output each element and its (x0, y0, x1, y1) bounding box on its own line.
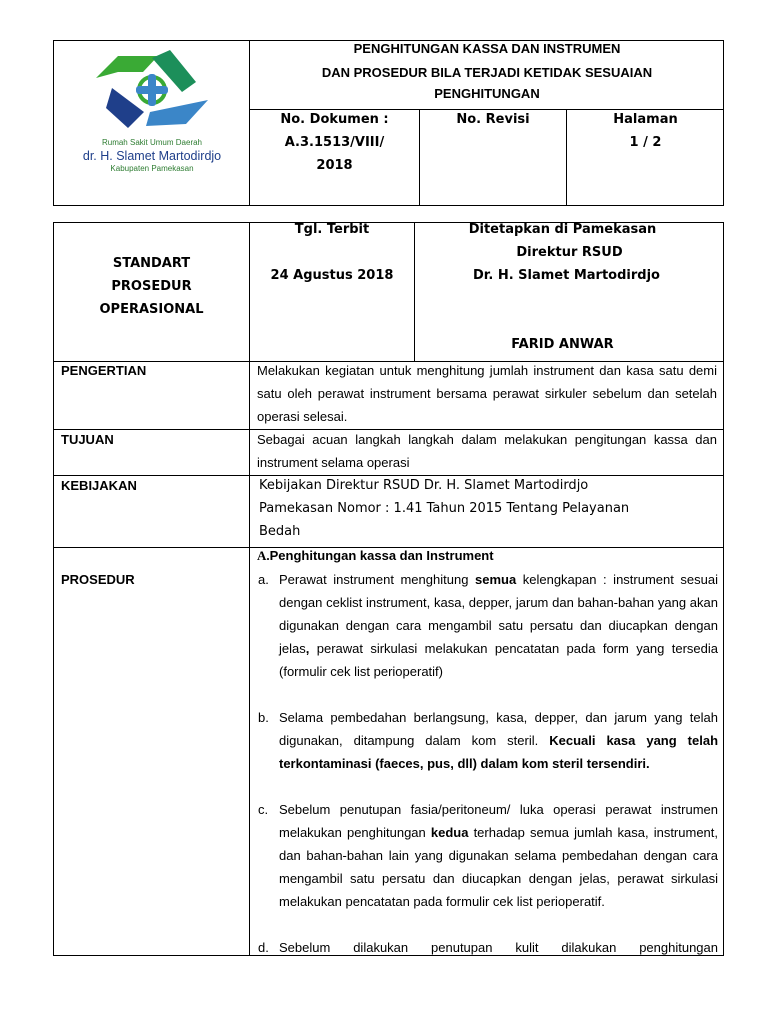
doc-number-value-2: 2018 (316, 158, 353, 173)
doc-number-value-1: A.3.1513/VIII/ (284, 135, 385, 150)
tujuan-text: Sebagai acuan langkah langkah dalam melakukan pengitungan kassa dan instrument selama operasi (257, 432, 717, 470)
page-value: 1 / 2 (629, 135, 662, 150)
tujuan-label: TUJUAN (61, 432, 114, 447)
item-b-text (279, 706, 718, 775)
page-label: Halaman (613, 112, 678, 127)
title-line-2: DAN PROSEDUR BILA TERJADI KETIDAK SESUAIAN (321, 65, 653, 80)
item-a-text-2: kelengkapan : instrument sesuai dengan ceklist instrument, kasa, depper, jarum dan bahan-bahan yang akan digunakan dengan cara mengambil satu persatu dan diucapkan dengan jelas (279, 572, 719, 656)
sop-label (54, 252, 249, 321)
hospital-logo (88, 46, 216, 134)
approval-place: Ditetapkan di Pamekasan (468, 222, 657, 237)
signatory-name: FARID ANWAR (511, 337, 614, 352)
item-a-label: a. (258, 572, 269, 587)
kebijakan-line-1: Kebijakan Direktur RSUD Dr. H. Slamet Martodirdjo (259, 478, 589, 493)
item-d-text: Sebelum dilakukan penutupan kulit dilakukan penghitungan (279, 940, 718, 955)
prosedur-label: PROSEDUR (61, 572, 135, 587)
revision-label: No. Revisi (456, 112, 530, 127)
item-b-text-1: Selama pembedahan berlangsung, kasa, depper, dan jarum yang telah digunakan, ditampung dalam kom steril. (279, 710, 718, 748)
pengertian-label: PENGERTIAN (61, 363, 147, 378)
item-c-text-1: Sebelum penutupan fasia/peritoneum/ luka operasi perawat instrumen melakukan penghitungan (279, 802, 718, 840)
item-a-text (279, 568, 718, 683)
hospital-region: Kabupaten Pamekasan (110, 164, 194, 173)
page-info (567, 108, 724, 154)
kebijakan-line-3: Bedah (259, 524, 301, 539)
item-a-text-1: Perawat instrument menghitung (279, 572, 475, 587)
title-line-3: PENGHITUNGAN (434, 86, 540, 101)
sop-label-2: PROSEDUR (111, 279, 192, 294)
hospital-small-text: Rumah Sakit Umum Daerah (101, 138, 203, 147)
prosedur-item-c (258, 798, 718, 913)
kebijakan-line-2: Pamekasan Nomor : 1.41 Tahun 2015 Tentang Pelayanan (259, 501, 630, 516)
item-c-label: c. (258, 802, 269, 817)
section-title-text: Penghitungan kassa dan Instrument (269, 548, 494, 563)
title-line-1: PENGHITUNGAN KASSA DAN INSTRUMEN (353, 41, 621, 56)
issue-date-label: Tgl. Terbit (294, 222, 370, 237)
section-prefix: A. (257, 548, 270, 563)
document-title (250, 40, 724, 103)
kebijakan-label: KEBIJAKAN (61, 478, 137, 493)
pengertian-text: Melakukan kegiatan untuk menghitung jumlah instrument dan kasa satu demi satu oleh perawat instrument bersama perawat sirkuler sebelum dan setelah operasi selesai. (257, 363, 717, 424)
item-c-text (279, 798, 718, 913)
sop-label-1: STANDART (112, 256, 191, 271)
issue-date-value: 24 Agustus 2018 (270, 268, 394, 283)
sop-label-3: OPERASIONAL (99, 302, 204, 317)
approval-institution: Dr. H. Slamet Martodirdjo (473, 268, 660, 283)
hospital-logo-mark (88, 46, 216, 134)
item-d-label: d. (258, 940, 269, 955)
item-c-text-2: terhadap semua jumlah kasa, instrument, dan bahan-bahan lain yang digunakan selama pembedahan dengan cara mengambil satu persatu dan diucapkan dengan jelas, perawat sirkulasi melakukan pencatatan pada formulir cek list perioperatif. (279, 825, 719, 909)
hospital-name: dr. H. Slamet Martodirdjo (82, 149, 222, 163)
kebijakan-text (259, 474, 719, 543)
item-c-bold: kedua (430, 825, 469, 840)
item-b-label: b. (258, 710, 269, 725)
issue-date-cell (250, 218, 414, 287)
prosedur-section-title (257, 545, 717, 566)
doc-number-label: No. Dokumen : (280, 112, 389, 127)
approval-position: Direktur RSUD (516, 245, 623, 260)
prosedur-item-a (258, 568, 718, 683)
doc-number (250, 108, 419, 177)
item-a-text-3: perawat sirkulasi melakukan pencatatan pada form yang tersedia (formulir cek list perioperatif) (279, 641, 718, 679)
item-b-bold: Kecuali kasa yang telah terkontaminasi (faeces, pus, dll) dalam kom steril tersendiri. (279, 733, 719, 771)
approval-cell (415, 218, 724, 356)
prosedur-item-b (258, 706, 718, 775)
item-a-bold-2: , (305, 641, 310, 656)
prosedur-item-d (258, 936, 718, 955)
item-a-bold: semua (474, 572, 517, 587)
